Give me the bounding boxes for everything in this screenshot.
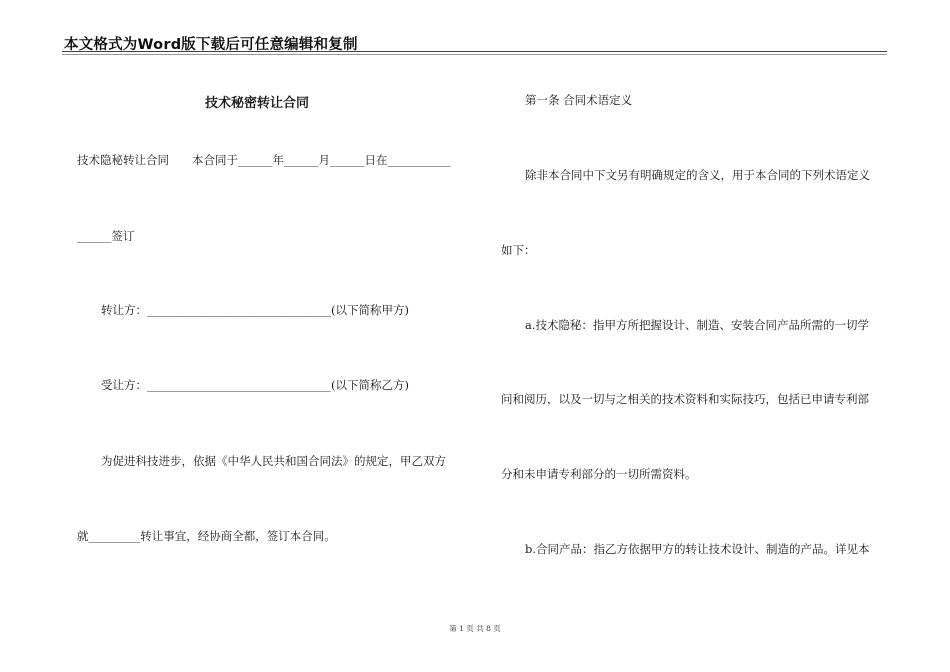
left-line-2: ______签订 [77,229,135,243]
right-line-1: 第一条 合同术语定义 [525,93,633,107]
left-line-4: 受让方：________________________________(以下简称乙方) [101,378,409,392]
left-line-6: 就_________转让事宜，经协商全都，签订本合同。 [77,529,336,543]
right-line-4: a.技术隐秘：指甲方所把握设计、制造、安装合同产品所需的一切学 [525,318,870,332]
right-line-3: 如下： [501,243,536,257]
right-line-2: 除非本合同中下文另有明确规定的含义，用于本合同的下列术语定义 [525,168,870,182]
right-line-6: 分和未申请专利部分的一切所需资料。 [501,467,697,481]
right-line-7: b.合同产品：指乙方依据甲方的转让技术设计、制造的产品。详见本 [525,542,870,556]
header-divider-secondary [62,54,887,55]
page-number-footer: 第 1 页 共 8 页 [449,624,501,633]
left-line-3: 转让方：________________________________(以下简称甲方) [101,303,409,317]
right-line-5: 问和阅历，以及一切与之相关的技术资料和实际技巧，包括已申请专利部 [501,392,869,406]
document-header-banner: 本文格式为Word版下载后可任意编辑和复制 [64,37,358,53]
left-line-1: 技术隐秘转让合同 本合同于______年______月______日在___________ [77,153,451,167]
document-title: 技术秘密转让合同 [205,96,310,111]
header-divider [62,51,887,52]
left-line-5: 为促进科技进步，依据《中华人民共和国合同法》的规定，甲乙双方 [101,454,446,468]
